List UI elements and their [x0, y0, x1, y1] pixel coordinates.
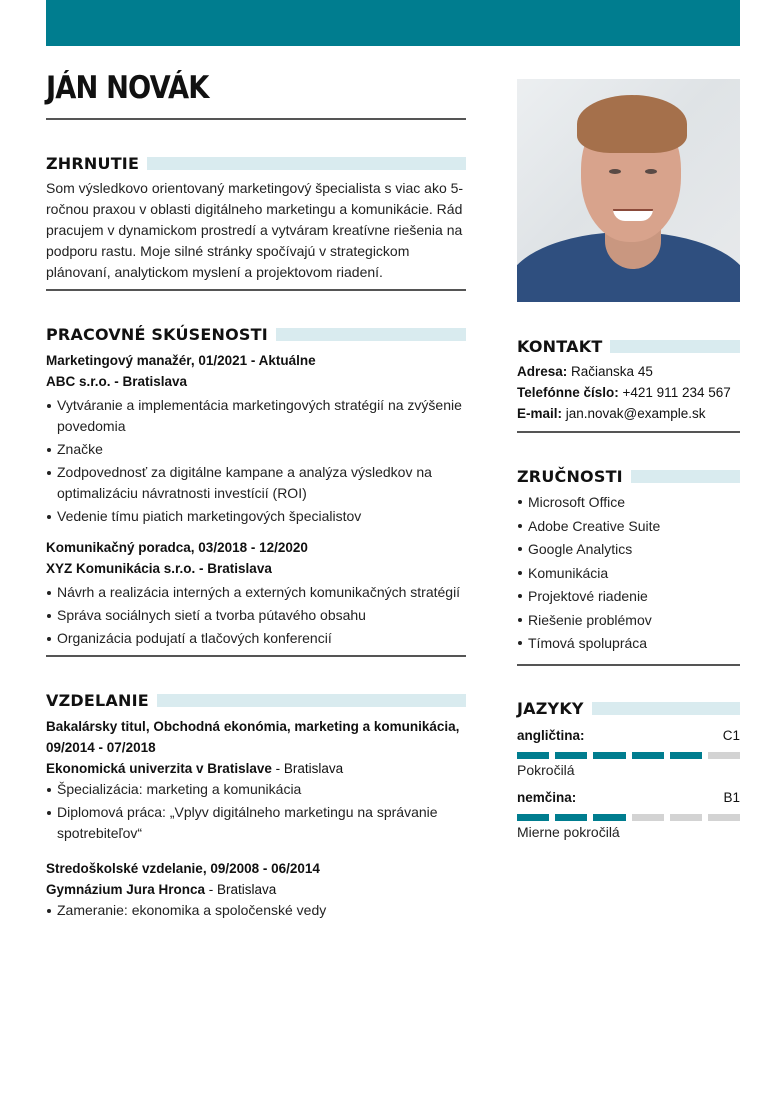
skills-list: [517, 491, 740, 656]
list-item: Zameranie: ekonomika a spoločenské vedy: [46, 900, 466, 921]
list-item: Riešenie problémov: [517, 609, 740, 633]
education-section: [46, 689, 466, 921]
section-title-bar: [147, 157, 466, 170]
level-segment-filled: [593, 752, 625, 759]
education-entry: [46, 858, 466, 921]
list-item: Microsoft Office: [517, 491, 740, 515]
contact-phone: [517, 382, 740, 403]
section-title: PRACOVNÉ SKÚSENOSTI: [46, 324, 268, 344]
list-item: Tímová spolupráca: [517, 632, 740, 656]
job-dates: , 03/2018 - 12/2020: [190, 540, 308, 555]
section-title: ZRUČNOSTI: [517, 466, 623, 486]
degree: Stredoškolské vzdelanie: [46, 861, 203, 876]
section-header: [517, 698, 740, 720]
list-item: Projektové riadenie: [517, 585, 740, 609]
language-level-bar: [517, 814, 740, 821]
divider: [46, 118, 466, 120]
school-line: [46, 758, 466, 779]
degree-field: , Obchodná ekonómia, marketing a komunikácia: [145, 719, 456, 734]
divider: [517, 431, 740, 433]
sidebar-column: [517, 79, 740, 842]
divider: [46, 289, 466, 291]
language-level: Pokročilá: [517, 761, 575, 778]
job-position: Marketingový manažér: [46, 353, 191, 368]
language-code: B1: [723, 789, 740, 805]
language-row: [517, 788, 740, 808]
list-item: Značke: [46, 439, 466, 460]
job-title-line: [46, 350, 466, 371]
school-city: - Bratislava: [205, 882, 277, 897]
email-value[interactable]: jan.novak@example.sk: [562, 406, 706, 421]
level-segment-empty: [632, 814, 664, 821]
job-bullets: [46, 582, 466, 649]
language-name: angličtina:: [517, 727, 585, 743]
level-segment-filled: [555, 752, 587, 759]
photo-hair: [577, 95, 687, 153]
divider: [46, 655, 466, 657]
list-item: Návrh a realizácia interných a externých komunikačných stratégií: [46, 582, 466, 603]
level-segment-filled: [593, 814, 625, 821]
education-bullets: [46, 900, 466, 921]
language-name: nemčina:: [517, 789, 577, 805]
school-line: [46, 879, 466, 900]
section-title-bar: [631, 470, 740, 483]
degree: Bakalársky titul: [46, 719, 146, 734]
level-segment-filled: [517, 814, 549, 821]
address-label: Adresa:: [517, 364, 568, 379]
level-segment-empty: [708, 752, 740, 759]
job-entry: [46, 537, 466, 649]
contact-section: [517, 335, 740, 424]
level-segment-filled: [670, 752, 702, 759]
section-title: VZDELANIE: [46, 690, 149, 710]
list-item: Špecializácia: marketing a komunikácia: [46, 779, 466, 800]
section-title-bar: [157, 694, 466, 707]
level-segment-filled: [632, 752, 664, 759]
photo-smile: [613, 209, 653, 221]
job-company: ABC s.r.o. - Bratislava: [46, 374, 188, 389]
section-title-bar: [276, 328, 466, 341]
language-row: [517, 726, 740, 746]
main-column: [46, 66, 466, 921]
job-company: XYZ Komunikácia s.r.o. - Bratislava: [46, 561, 272, 576]
list-item: Organizácia podujatí a tlačových konferencií: [46, 628, 466, 649]
level-segment-empty: [670, 814, 702, 821]
language-entry: [517, 726, 740, 780]
phone-label: Telefónne číslo:: [517, 385, 619, 400]
degree-line: [46, 858, 466, 879]
section-title-bar: [610, 340, 740, 353]
section-header: [517, 465, 740, 487]
degree-dates: , 09/2014 - 07/2018: [46, 719, 460, 755]
section-title-bar: [592, 702, 740, 715]
job-dates: , 01/2021 - Aktuálne: [190, 353, 316, 368]
summary-text: Som výsledkovo orientovaný marketingový špecialista s viac ako 5-ročnou praxou v oblasti digitálneho marketingu a komunikácie. Rád pracujem v dynamickom prostredí a vytváram kreatívne riešenia na podporu rastu. Moje silné stránky spočívajú v strategickom plánovaní, analytickom myslení a projektovom riadení.: [46, 180, 464, 280]
language-code: C1: [722, 727, 740, 743]
level-segment-empty: [708, 814, 740, 821]
section-title: JAZYKY: [517, 699, 584, 718]
language-entry: [517, 788, 740, 842]
header-accent-bar: [46, 0, 740, 46]
list-item: Adobe Creative Suite: [517, 515, 740, 539]
degree-dates: , 09/2008 - 06/2014: [202, 861, 320, 876]
languages-section: [517, 698, 740, 842]
profile-photo: [517, 79, 740, 302]
summary-section: [46, 152, 466, 283]
section-title: KONTAKT: [517, 336, 603, 356]
phone-value: +421 911 234 567: [618, 385, 731, 400]
list-item: Komunikácia: [517, 562, 740, 586]
job-bullets: [46, 395, 466, 527]
contact-email: [517, 403, 740, 424]
email-label: E-mail:: [517, 406, 563, 421]
list-item: Zodpovednosť za digitálne kampane a analýza výsledkov na optimalizáciu návratnosti investícií (ROI): [46, 462, 466, 504]
list-item: Správa sociálnych sietí a tvorba pútavého obsahu: [46, 605, 466, 626]
address-value: Račianska 45: [567, 364, 653, 379]
section-header: [46, 152, 466, 174]
level-segment-filled: [517, 752, 549, 759]
school-name: Gymnázium Jura Hronca: [46, 882, 206, 897]
candidate-name: JÁN NOVÁK: [46, 70, 209, 106]
list-item: Diplomová práca: „Vplyv digitálneho marketingu na správanie spotrebiteľov“: [46, 802, 466, 844]
language-level: Mierne pokročilá: [517, 823, 620, 840]
education-entry: [46, 716, 466, 844]
list-item: Google Analytics: [517, 538, 740, 562]
photo-eye: [609, 169, 621, 174]
section-header: [46, 689, 466, 711]
contact-address: [517, 361, 740, 382]
job-title-line: [46, 537, 466, 558]
degree-line: [46, 716, 466, 758]
level-segment-filled: [555, 814, 587, 821]
skills-section: [517, 465, 740, 656]
photo-eye: [645, 169, 657, 174]
education-bullets: [46, 779, 466, 844]
school-city: - Bratislava: [271, 761, 344, 776]
experience-section: [46, 323, 466, 649]
divider: [517, 664, 740, 666]
section-header: [46, 323, 466, 345]
job-entry: [46, 350, 466, 527]
school-name: Ekonomická univerzita v Bratislave: [46, 761, 272, 776]
list-item: Vedenie tímu piatich marketingových špecialistov: [46, 506, 466, 527]
section-title: ZHRNUTIE: [46, 153, 140, 173]
job-position: Komunikačný poradca: [46, 540, 191, 555]
section-header: [517, 335, 740, 357]
language-level-bar: [517, 752, 740, 759]
list-item: Vytváranie a implementácia marketingových stratégií na zvýšenie povedomia: [46, 395, 466, 437]
